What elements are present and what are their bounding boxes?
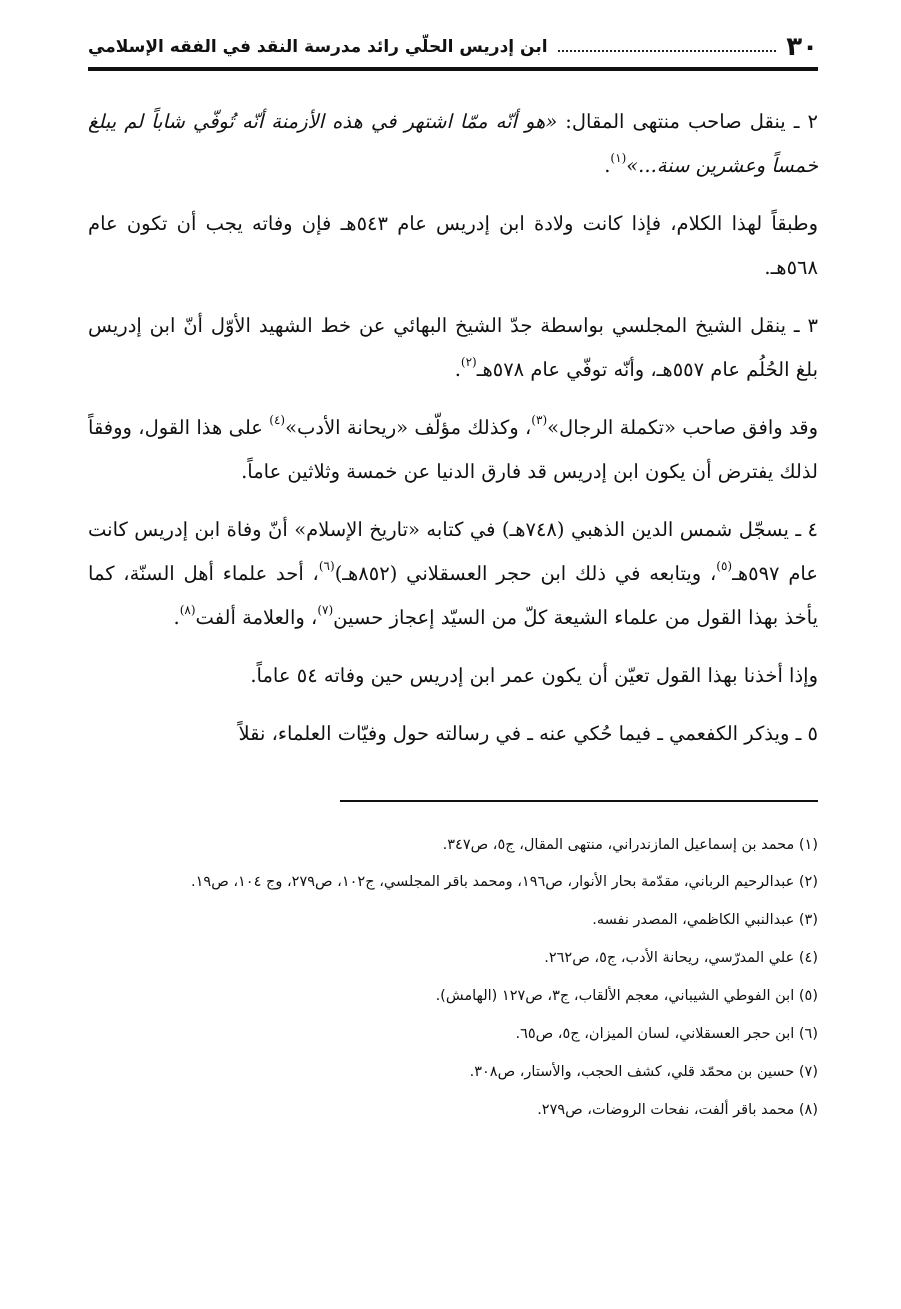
footnote-ref-7: (٧) [317, 603, 334, 617]
paragraph-1-quote: «هو أنّه ممّا اشتهر في هذه الأزمنة أنّه تُوفّي شاباً لم يبلغ خمساً وعشرين سنة...» [88, 110, 818, 177]
paragraph-6 [88, 654, 818, 698]
paragraph-7 [88, 712, 818, 756]
footnote-ref-8: (٨) [179, 603, 196, 617]
header-dot-leader [558, 50, 777, 52]
footnote-8: (٨) محمد باقر ألفت، نفحات الروضات، ص٢٧٩. [537, 1102, 818, 1118]
footnote-4: (٤) علي المدرّسي، ريحانة الأدب، ج٥، ص٢٦٢. [544, 950, 818, 966]
footnote-ref-1: (١) [610, 151, 627, 165]
footnote-7: (٧) حسين بن محمّد قلي، كشف الحجب، والأستار، ص٣٠٨. [469, 1064, 818, 1080]
paragraph-3 [88, 304, 818, 392]
paragraph-5-text-a: ٤ ـ يسجّل شمس الدين الذهبي (٧٤٨هـ) في كتابه «تاريخ الإسلام» أنّ وفاة ابن إدريس كانت عام ٥٩٧هـ [88, 518, 818, 585]
footnotes [80, 826, 818, 1129]
paragraph-7-text: ٥ ـ ويذكر الكفعمي ـ فيما حُكي عنه ـ في رسالته حول وفيّات العلماء، نقلاً [238, 722, 818, 745]
footnote-3: (٣) عبدالنبي الكاظمي، المصدر نفسه. [592, 912, 818, 928]
paragraph-2 [88, 202, 818, 290]
paragraph-1 [88, 100, 818, 188]
paragraph-5-text-c: ، أحد علماء أهل السنّة، كما يأخذ بهذا القول من علماء الشيعة كلّ من السيّد إعجاز حسين [88, 562, 818, 629]
paragraph-5-text-e: . [173, 606, 180, 629]
paragraph-5 [88, 508, 818, 640]
paragraph-6-text: وإذا أخذنا بهذا القول تعيّن أن يكون عمر ابن إدريس حين وفاته ٥٤ عاماً. [250, 664, 818, 687]
page-number: ٣٠ [786, 32, 818, 62]
paragraph-2-text: وطبقاً لهذا الكلام، فإذا كانت ولادة ابن إدريس عام ٥٤٣هـ فإن وفاته يجب أن تكون عام ٥٦٨هـ. [88, 212, 818, 279]
paragraph-3-text: ٣ ـ ينقل الشيخ المجلسي بواسطة جدّ الشيخ البهائي عن خط الشهيد الأوّل أنّ ابن إدريس بلغ الحُلُم عام ٥٥٧هـ، وأنّه توفّي عام ٥٧٨هـ [88, 314, 818, 381]
footnote-5: (٥) ابن الفوطي الشيباني، معجم الألقاب، ج٣، ص١٢٧ (الهامش). [435, 988, 818, 1004]
header-rule [88, 67, 818, 71]
footnote-ref-5: (٥) [716, 559, 733, 573]
main-text [88, 100, 818, 770]
paragraph-1-tail: . [604, 154, 611, 177]
paragraph-4 [88, 406, 818, 494]
running-header [88, 30, 818, 64]
paragraph-5-text-d: ، والعلامة ألفت [195, 606, 318, 629]
footnote-ref-3: (٣) [531, 413, 548, 427]
footnote-2: (٢) عبدالرحيم الرباني، مقدّمة بحار الأنوار، ص١٩٦، ومحمد باقر المجلسي، ج١٠٢، ص٢٧٩، وج ١٠٤، ص١٩. [191, 874, 818, 890]
footnote-1: (١) محمد بن إسماعيل المازندراني، منتهى المقال، ج٥، ص٣٤٧. [442, 837, 818, 853]
footnote-6: (٦) ابن حجر العسقلاني، لسان الميزان، ج٥، ص٦٥. [515, 1026, 818, 1042]
paragraph-4-text-a: وقد وافق صاحب «تكملة الرجال» [547, 416, 818, 439]
running-title: ابن إدريس الحلّي رائد مدرسة النقد في الفقه الإسلامي [88, 37, 548, 57]
paragraph-3-tail: . [454, 358, 461, 381]
paragraph-4-text-b: ، وكذلك مؤلّف «ريحانة الأدب» [285, 416, 532, 439]
footnote-ref-4: (٤) [269, 413, 286, 427]
paragraph-1-text: ٢ ـ ينقل صاحب منتهى المقال: [557, 110, 818, 133]
footnote-ref-2: (٢) [460, 355, 477, 369]
paragraph-4-text-c: على هذا القول، ووفقاً لذلك يفترض أن يكون ابن إدريس قد فارق الدنيا عن خمسة وثلاثين عاماً. [88, 416, 818, 483]
footnote-separator [340, 800, 818, 802]
footnote-ref-6: (٦) [318, 559, 335, 573]
paragraph-5-text-b: ، ويتابعه في ذلك ابن حجر العسقلاني (٨٥٢هـ) [334, 562, 717, 585]
